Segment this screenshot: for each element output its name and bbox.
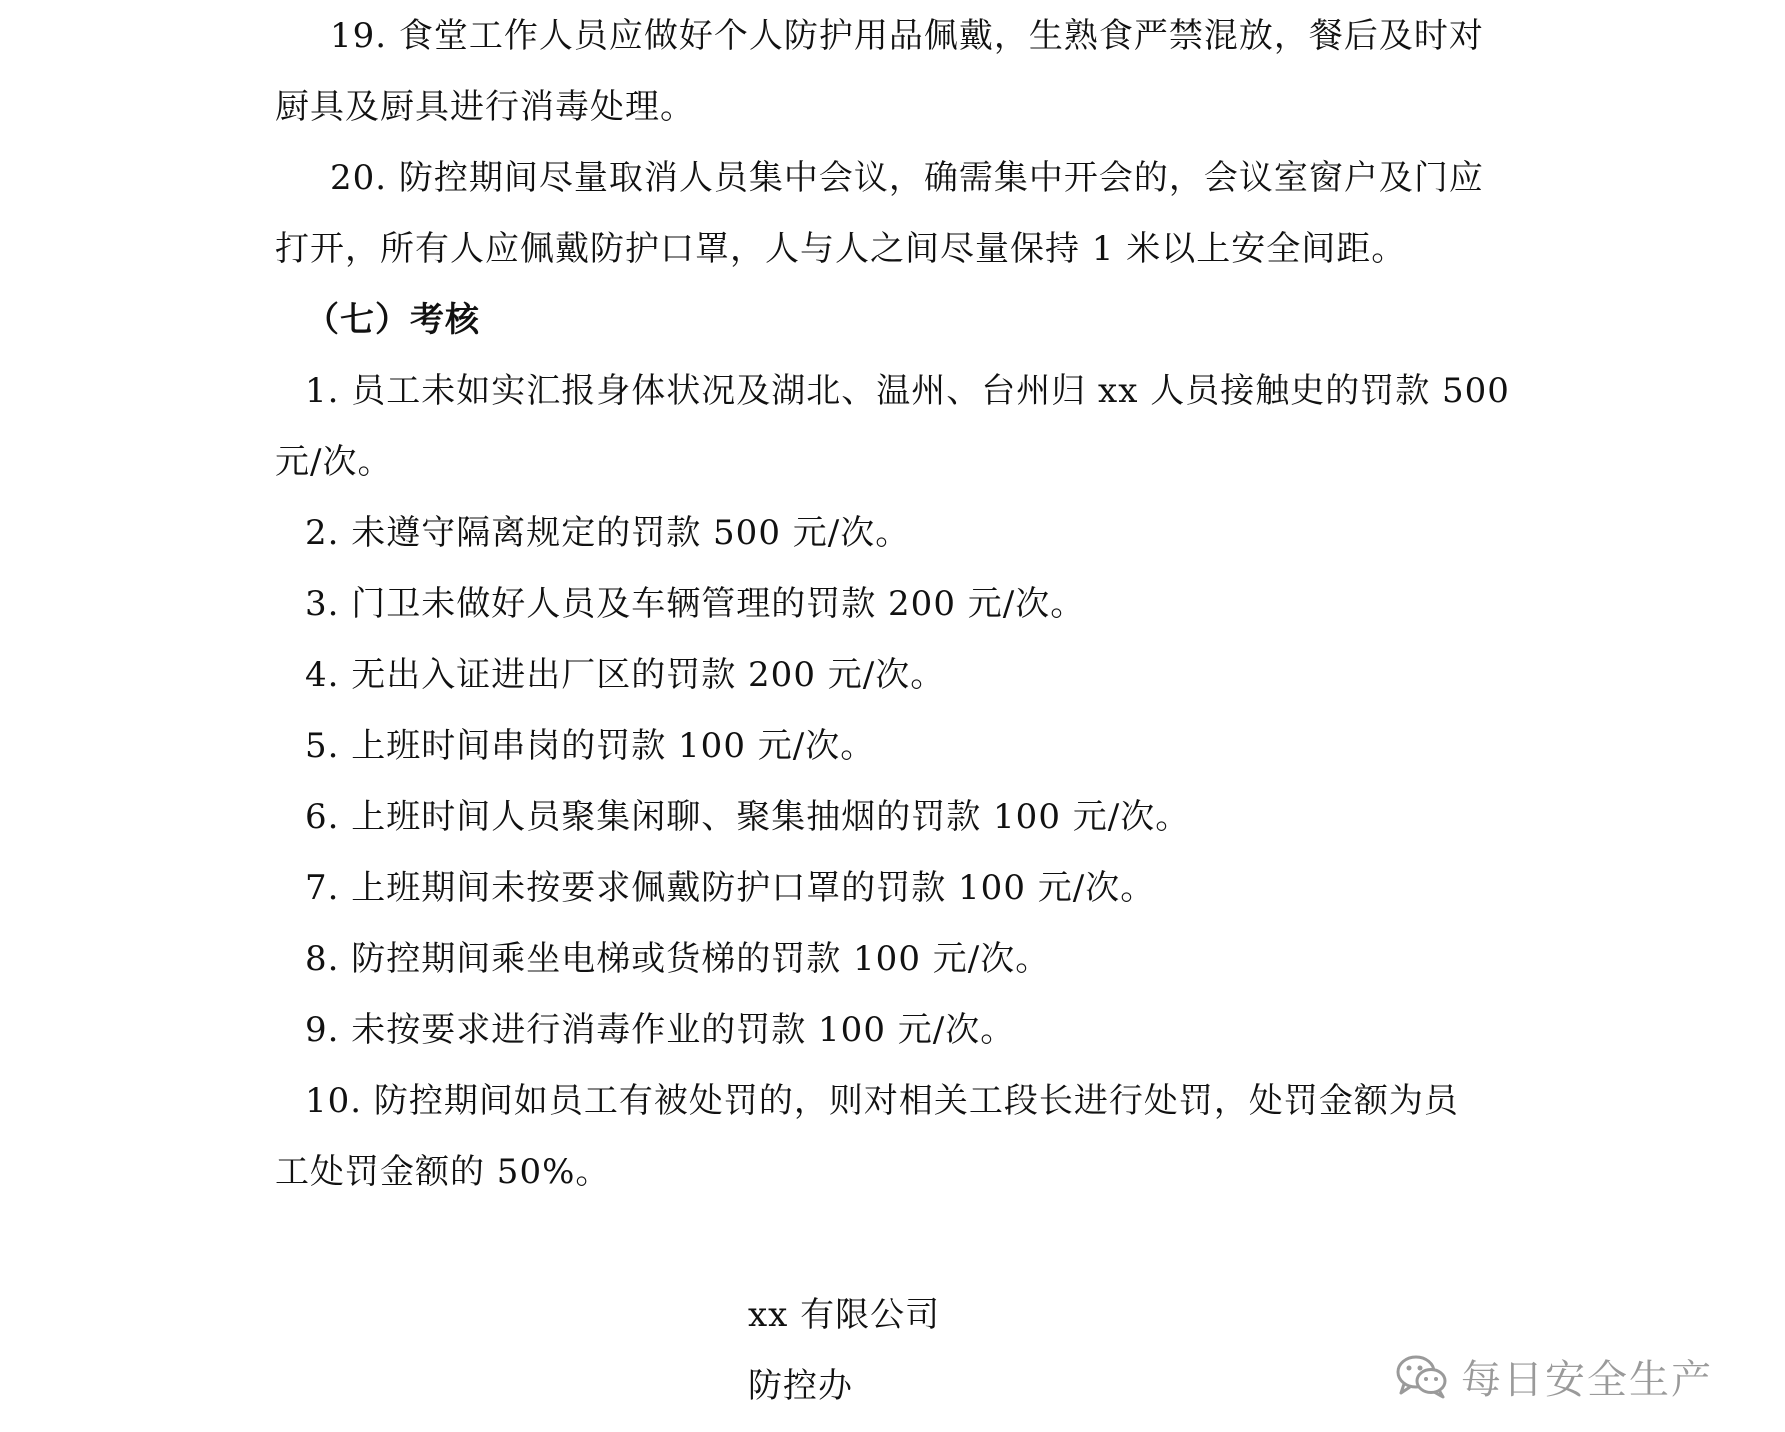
watermark <box>1395 1348 1713 1404</box>
item-19-line-2: 厨具及厨具进行消毒处理。 <box>275 87 695 127</box>
penalty-item-1-line-1: 1. 员工未如实汇报身体状况及湖北、温州、台州归 xx 人员接触史的罚款 500 <box>305 371 1510 411</box>
item-20-line-1: 20. 防控期间尽量取消人员集中会议，确需集中开会的，会议室窗户及门应 <box>330 158 1484 198</box>
penalty-item-10-line-2: 工处罚金额的 50%。 <box>275 1152 611 1192</box>
section-heading: （七）考核 <box>305 300 480 340</box>
penalty-item-3: 3. 门卫未做好人员及车辆管理的罚款 200 元/次。 <box>305 584 1086 624</box>
penalty-item-2: 2. 未遵守隔离规定的罚款 500 元/次。 <box>305 513 911 553</box>
penalty-item-9: 9. 未按要求进行消毒作业的罚款 100 元/次。 <box>305 1010 1016 1050</box>
penalty-item-1-line-2: 元/次。 <box>275 442 393 482</box>
penalty-item-8: 8. 防控期间乘坐电梯或货梯的罚款 100 元/次。 <box>305 939 1051 979</box>
signature-office: 防控办 <box>748 1366 853 1406</box>
wechat-icon <box>1395 1353 1449 1399</box>
watermark-text: 每日安全生产 <box>1461 1356 1713 1403</box>
penalty-item-10-line-1: 10. 防控期间如员工有被处罚的，则对相关工段长进行处罚，处罚金额为员 <box>305 1081 1459 1121</box>
penalty-item-4: 4. 无出入证进出厂区的罚款 200 元/次。 <box>305 655 946 695</box>
item-19-line-1: 19. 食堂工作人员应做好个人防护用品佩戴，生熟食严禁混放，餐后及时对 <box>330 16 1484 56</box>
penalty-item-6: 6. 上班时间人员聚集闲聊、聚集抽烟的罚款 100 元/次。 <box>305 797 1191 837</box>
signature-company: xx 有限公司 <box>748 1295 941 1335</box>
item-20-line-2: 打开，所有人应佩戴防护口罩，人与人之间尽量保持 1 米以上安全间距。 <box>275 229 1407 269</box>
penalty-item-5: 5. 上班时间串岗的罚款 100 元/次。 <box>305 726 876 766</box>
penalty-item-7: 7. 上班期间未按要求佩戴防护口罩的罚款 100 元/次。 <box>305 868 1156 908</box>
